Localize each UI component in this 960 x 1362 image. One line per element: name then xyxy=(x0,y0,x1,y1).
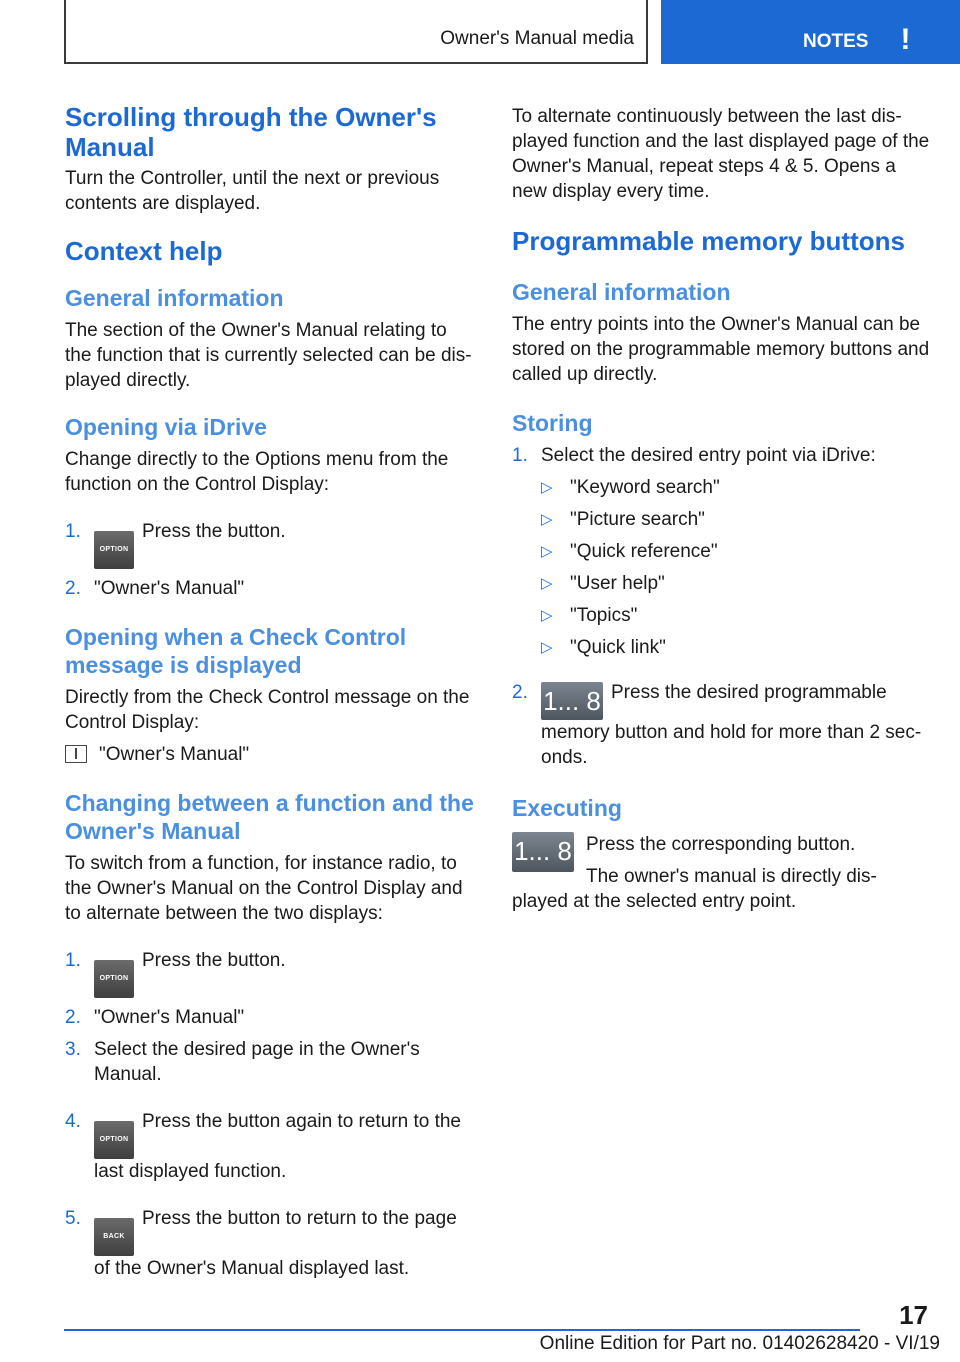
check-control-item: "Owner's Manual" xyxy=(65,742,477,767)
header-tab-notes[interactable] xyxy=(661,0,960,64)
list-item: ▷ "Topics" xyxy=(541,605,638,626)
step-number: 2. xyxy=(65,578,81,599)
step-text: Press the button. xyxy=(142,521,286,542)
idrive-steps xyxy=(65,519,477,601)
triangle-bullet-icon: ▷ xyxy=(541,575,553,592)
heading-programmable-memory: Programmable memory buttons xyxy=(512,226,905,256)
heading-context-help: Context help xyxy=(65,236,223,266)
list-item xyxy=(65,1037,477,1087)
heading-check-control: Opening when a Check Control message is displayed xyxy=(65,624,407,678)
changing-steps xyxy=(65,948,477,1281)
step-text: "Owner's Manual" xyxy=(94,578,245,599)
alternate-text: To alternate continuously between the last dis-played function and the last displayed page of the Owner's Manual, repeat steps 4 & 5. Opens a new display every time. xyxy=(512,106,930,202)
step-number: 1. xyxy=(512,445,528,466)
list-item: ▷ "Quick link" xyxy=(541,637,666,658)
list-item xyxy=(65,1109,477,1184)
step-text: Press the desired programmable memory button and hold for more than 2 sec-onds. xyxy=(541,682,922,768)
footer-edition: Online Edition for Part no. 01402628420 - VI/19 xyxy=(539,1333,940,1354)
list-item xyxy=(65,948,477,998)
step-text: Select the desired entry point via iDrive: xyxy=(541,445,876,466)
header-section-box xyxy=(64,0,648,64)
general-information-text: The section of the Owner's Manual relating to the function that is currently selected can be dis-played directly. xyxy=(65,320,472,391)
left-column xyxy=(65,100,477,1281)
memory-button-icon: 1... 8 xyxy=(541,682,603,720)
list-item: ▷ "Keyword search" xyxy=(541,477,720,498)
heading-general-information-right: General information xyxy=(512,279,731,305)
option-button-icon: OPTION xyxy=(94,531,134,569)
step-text: Press the button. xyxy=(142,950,286,971)
list-item xyxy=(512,443,932,468)
step-number: 5. xyxy=(65,1208,81,1229)
list-item: ▷ "Quick reference" xyxy=(541,541,718,562)
changing-text: To switch from a function, for instance radio, to the Owner's Manual on the Control Display and to alternate between the two displays: xyxy=(65,853,463,924)
exclamation-icon: ! xyxy=(900,23,911,56)
executing-line-1: Press the corresponding button. xyxy=(586,834,856,855)
step-number: 1. xyxy=(65,521,81,542)
manual-book-icon xyxy=(65,745,87,763)
step-number: 3. xyxy=(65,1039,81,1060)
option-button-icon: OPTION xyxy=(94,1121,134,1159)
list-item: ▷ "User help" xyxy=(541,573,665,594)
executing-block xyxy=(512,828,932,914)
step-number: 1. xyxy=(65,950,81,971)
step-text: Press the button again to return to the last displayed function. xyxy=(94,1111,461,1182)
footer-divider xyxy=(64,1329,860,1331)
list-item xyxy=(65,576,477,601)
list-item xyxy=(512,680,932,770)
back-button-icon: BACK xyxy=(94,1218,134,1256)
heading-changing-between: Changing between a function and the Owner's Manual xyxy=(65,790,474,844)
step-number: 2. xyxy=(512,682,528,703)
list-item xyxy=(65,519,477,569)
step-text: Press the button to return to the page of the Owner's Manual displayed last. xyxy=(94,1208,457,1279)
heading-opening-via-idrive: Opening via iDrive xyxy=(65,414,267,440)
step-number: 2. xyxy=(65,1007,81,1028)
heading-executing: Executing xyxy=(512,795,622,821)
memory-button-icon: 1... 8 xyxy=(512,832,574,872)
check-control-text: Directly from the Check Control message on the Control Display: xyxy=(65,687,470,733)
general-information-text-right: The entry points into the Owner's Manual can be stored on the programmable memory buttons and called up directly. xyxy=(512,314,930,385)
heading-general-information: General information xyxy=(65,285,284,311)
step-number: 4. xyxy=(65,1111,81,1132)
header-tab-label: NOTES xyxy=(803,31,869,52)
step-text: "Owner's Manual" xyxy=(94,1007,245,1028)
step-text: Select the desired page in the Owner's Manual. xyxy=(94,1039,420,1085)
scrolling-text: Turn the Controller, until the next or previous contents are displayed. xyxy=(65,168,440,214)
header-section-title: Owner's Manual media xyxy=(440,28,634,49)
right-column xyxy=(512,100,932,914)
triangle-bullet-icon: ▷ xyxy=(541,607,553,624)
list-item: ▷ "Picture search" xyxy=(541,509,705,530)
triangle-bullet-icon: ▷ xyxy=(541,543,553,560)
entry-point-list xyxy=(512,475,932,660)
idrive-text: Change directly to the Options menu from the function on the Control Display: xyxy=(65,449,449,495)
option-button-icon: OPTION xyxy=(94,960,134,998)
triangle-bullet-icon: ▷ xyxy=(541,639,553,656)
triangle-bullet-icon: ▷ xyxy=(541,511,553,528)
triangle-bullet-icon: ▷ xyxy=(541,479,553,496)
executing-line-2: The owner's manual is directly dis-played at the selected entry point. xyxy=(512,866,877,912)
list-item xyxy=(65,1005,477,1030)
page-number: 17 xyxy=(899,1300,928,1330)
list-item xyxy=(65,1206,477,1281)
heading-scrolling: Scrolling through the Owner's Manual xyxy=(65,102,437,162)
heading-storing: Storing xyxy=(512,410,593,436)
